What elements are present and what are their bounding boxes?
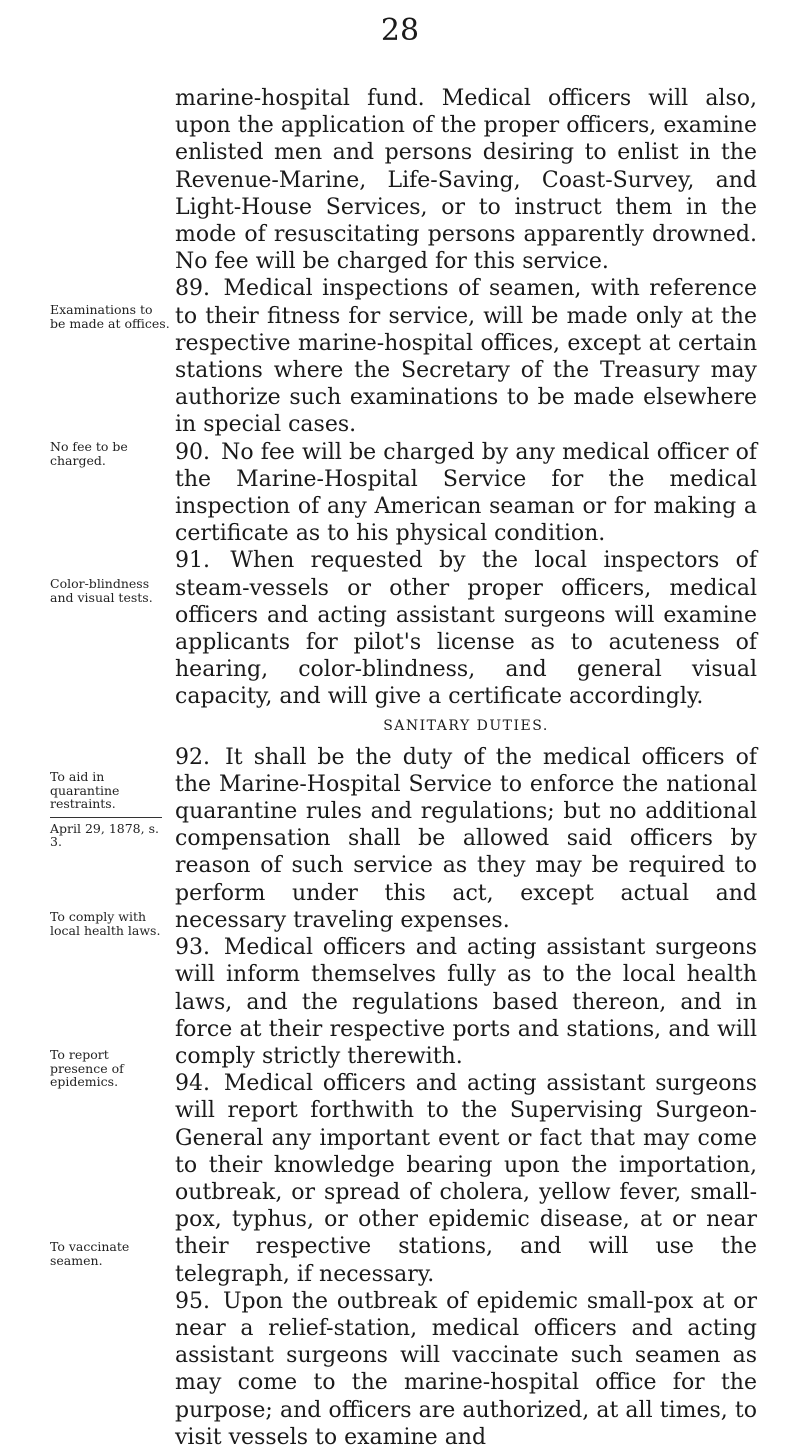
margin-note-epidemics: To report presence of epidemics. — [50, 1047, 124, 1089]
margin-note-quarantine-text: To aid in quarantine restraints. — [50, 769, 120, 811]
paragraph-95 — [175, 1288, 757, 1451]
paragraph-text: Upon the outbreak of epidemic small-pox at or near a relief-station, medical officers and acting assistant surgeons will vaccinate such seamen as may come to the marine-hospital office for the purpose; and officers are authorized, at all times, to visit vessels to examine and — [175, 1288, 757, 1450]
paragraph-number: 89. — [175, 276, 210, 302]
paragraph-94 — [175, 1070, 757, 1288]
paragraph-number: 92. — [175, 744, 210, 770]
paragraph-93 — [175, 934, 757, 1070]
page-number: 28 — [380, 13, 420, 48]
paragraph-number: 90. — [175, 439, 210, 465]
margin-note-examinations: Examinations to be made at offices. — [50, 302, 170, 331]
paragraph-text: It shall be the duty of the medical officers of the Marine-Hospital Service to enforce the national quarantine rules and regulations; but no additional compensation shall be allowed said officers by reason of such service as they may be required to perform under this act, except actual and necessary traveling expenses. — [175, 744, 758, 933]
paragraph-89 — [175, 275, 757, 438]
paragraph-92 — [175, 744, 757, 934]
margin-note-health-laws: To comply with local health laws. — [50, 909, 161, 938]
margin-note-quarantine — [50, 770, 170, 849]
paragraph-91 — [175, 547, 757, 710]
section-heading: SANITARY DUTIES. — [383, 717, 549, 734]
paragraph-text: Medical officers and acting assistant surgeons will report forthwith to the Supervising Surgeon-General any important event or fact that may come to their knowledge bearing upon the importation, outbreak, or spread of cholera, yellow fever, small-pox, typhus, or other epidemic disease, at or near their respective stations, and will use the telegraph, if necessary. — [175, 1071, 757, 1287]
intro-paragraph: marine-hospital fund. Medical officers will also, upon the application of the proper officers, examine enlisted men and persons desiring to enlist in the Revenue-Marine, Life-Saving, Coast-Survey, and Light-House Services, or to instruct them in the mode of resuscitating persons apparently drowned. No fee will be charged for this service. — [175, 86, 757, 275]
body-text — [175, 85, 757, 1451]
paragraph-number: 93. — [175, 935, 210, 961]
margin-note-color-blindness: Color-blindness and visual tests. — [50, 576, 153, 605]
paragraph-text: No fee will be charged by any medical officer of the Marine-Hospital Service for the medical inspection of any American seaman or for making a certificate as to his physical condition. — [175, 439, 758, 547]
margin-note-vaccinate: To vaccinate seamen. — [50, 1239, 130, 1268]
paragraph-90 — [175, 439, 757, 548]
paragraph-text: Medical officers and acting assistant surgeons will inform themselves fully as to the local health laws, and the regulations based thereon, and in force at their respective ports and stations, and will comply strictly therewith. — [175, 935, 757, 1069]
paragraph-number: 94. — [175, 1071, 210, 1097]
margin-divider — [50, 817, 162, 818]
margin-note-citation: April 29, 1878, s. 3. — [50, 820, 159, 849]
margin-note-no-fee: No fee to be charged. — [50, 439, 128, 468]
paragraph-number: 91. — [175, 548, 210, 574]
paragraph-text: Medical inspections of seamen, with reference to their fitness for service, will be made only at the respective marine-hospital offices, except at certain stations where the Secretary of the Treasury may authorize such examinations to be made elsewhere in special cases. — [175, 276, 757, 438]
paragraph-number: 95. — [175, 1288, 210, 1314]
paragraph-text: When requested by the local inspectors of steam-vessels or other proper officers, medical officers and acting assistant surgeons will examine applicants for pilot's license as to acuteness of hearing, color-blindness, and general visual capacity, and will give a certificate accordingly. — [175, 548, 757, 710]
